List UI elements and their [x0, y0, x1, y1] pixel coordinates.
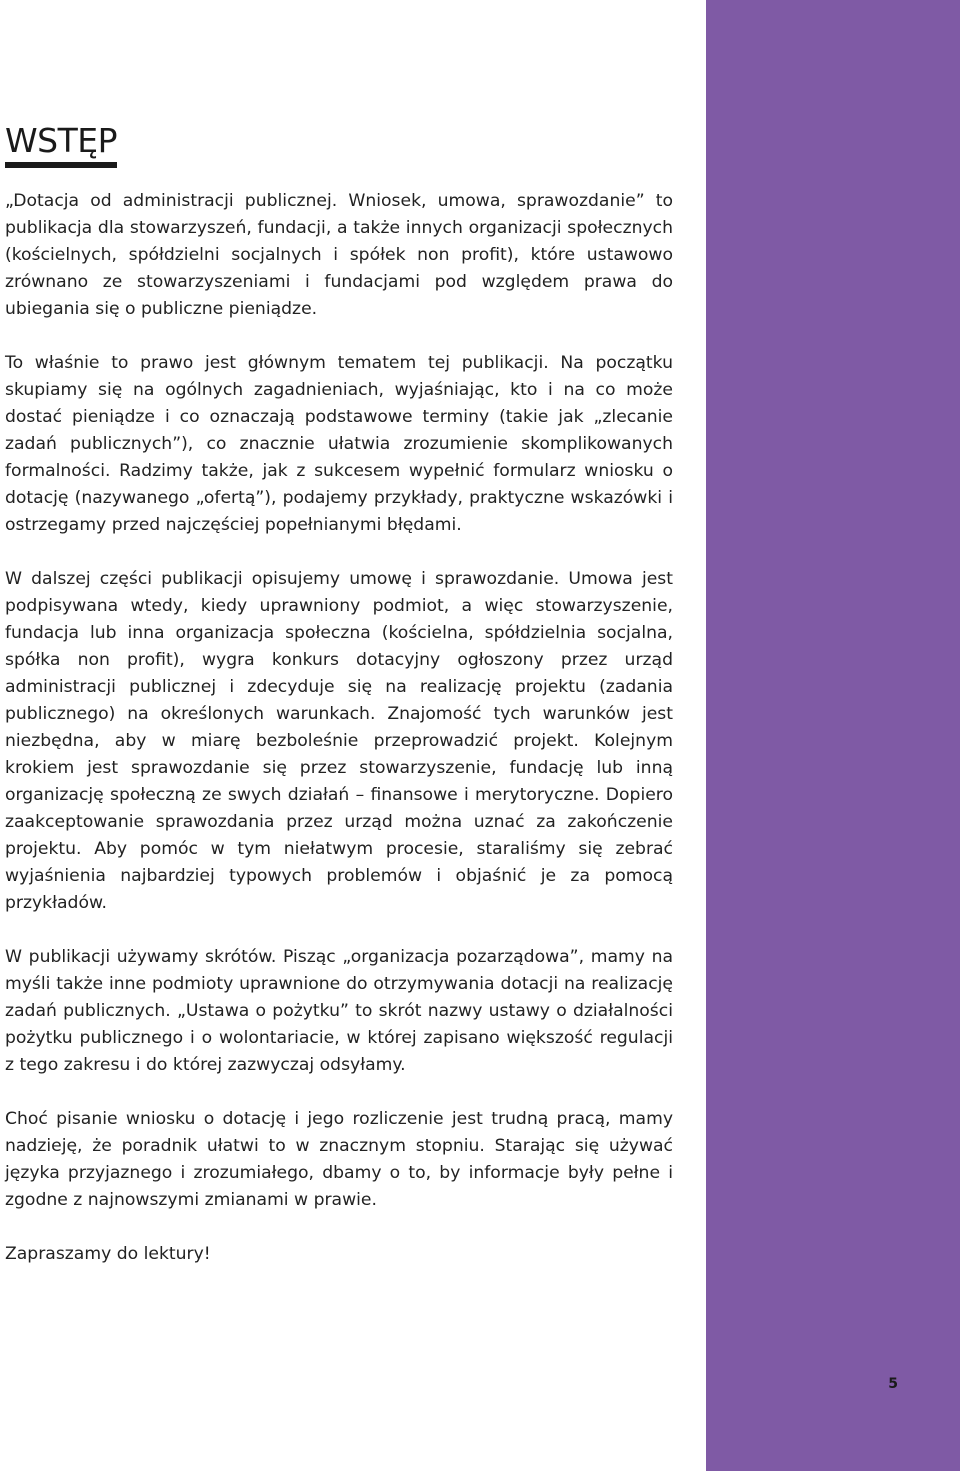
page-content: [5, 120, 673, 1295]
paragraph-invitation: Zapraszamy do lektury!: [5, 1244, 211, 1264]
page-number: 5: [888, 1376, 898, 1392]
paragraph-main-topic: To właśnie to prawo jest głównym tematem tej publikacji. Na początku skupiamy się na ogólnych zagadnieniach, wyjaśniając, kto i na co może dostać pieniądze i co oznaczają podstawowe terminy (takie jak „zlecanie zadań publicznych”), co znacznie ułatwia zrozumienie skomplikowanych formalności. Radzimy także, jak z sukcesem wypełnić formularz wniosku o dotację (nazywanego „ofertą”), podajemy przykłady, praktyczne wskazówki i ostrzegamy przed najczęściej popełnianymi błędami.: [5, 353, 673, 535]
paragraph-intro: „Dotacja od administracji publicznej. Wniosek, umowa, sprawozdanie” to publikacja dla stowarzyszeń, fundacji, a także innych organizacji społecznych (kościelnych, spółdzielni socjalnych i spółek non profit), które ustawowo zrównano ze stowarzyszeniami i fundacjami pod względem prawa do ubiegania się o publiczne pieniądze.: [5, 191, 673, 319]
paragraph-abbreviations: W publikacji używamy skrótów. Pisząc „organizacja pozarządowa”, mamy na myśli także inne podmioty uprawnione do otrzymywania dotacji na realizację zadań publicznych. „Ustawa o pożytku” to skrót nazwy ustawy o działalności pożytku publicznego i o wolontariacie, w której zapisano większość regulacji z tego zakresu i do której zazwyczaj odsyłamy.: [5, 947, 673, 1075]
paragraph-contract-report: W dalszej części publikacji opisujemy umowę i sprawozdanie. Umowa jest podpisywana wtedy, kiedy uprawniony podmiot, a więc stowarzyszenie, fundacja lub inna organizacja społeczna (kościelna, spółdzielnia socjalna, spółka non profit), wygra konkurs dotacyjny ogłoszony przez urząd administracji publicznej i zdecyduje się na realizację projektu (zadania publicznego) na określonych warunkach. Znajomość tych warunków jest niezbędna, aby w miarę bezboleśnie przeprowadzić projekt. Kolejnym krokiem jest sprawozdanie się przez stowarzyszenie, fundację lub inną organizację społeczną ze swych działań – finansowe i merytoryczne. Dopiero zaakceptowanie sprawozdania przez urząd można uznać za zakończenie projektu. Aby pomóc w tym niełatwym procesie, staraliśmy się zebrać wyjaśnienia najbardziej typowych problemów i objaśnić je za pomocą przykładów.: [5, 569, 673, 913]
paragraph-hope: Choć pisanie wniosku o dotację i jego rozliczenie jest trudną pracą, mamy nadzieję, że poradnik ułatwi to w znacznym stopniu. Starając się używać języka przyjaznego i zrozumiałego, dbamy o to, by informacje były pełne i zgodne z najnowszymi zmianami w prawie.: [5, 1109, 673, 1210]
title-underline: [5, 162, 117, 168]
page-title: WSTĘP: [5, 121, 117, 160]
decorative-sidebar: [706, 0, 960, 1471]
